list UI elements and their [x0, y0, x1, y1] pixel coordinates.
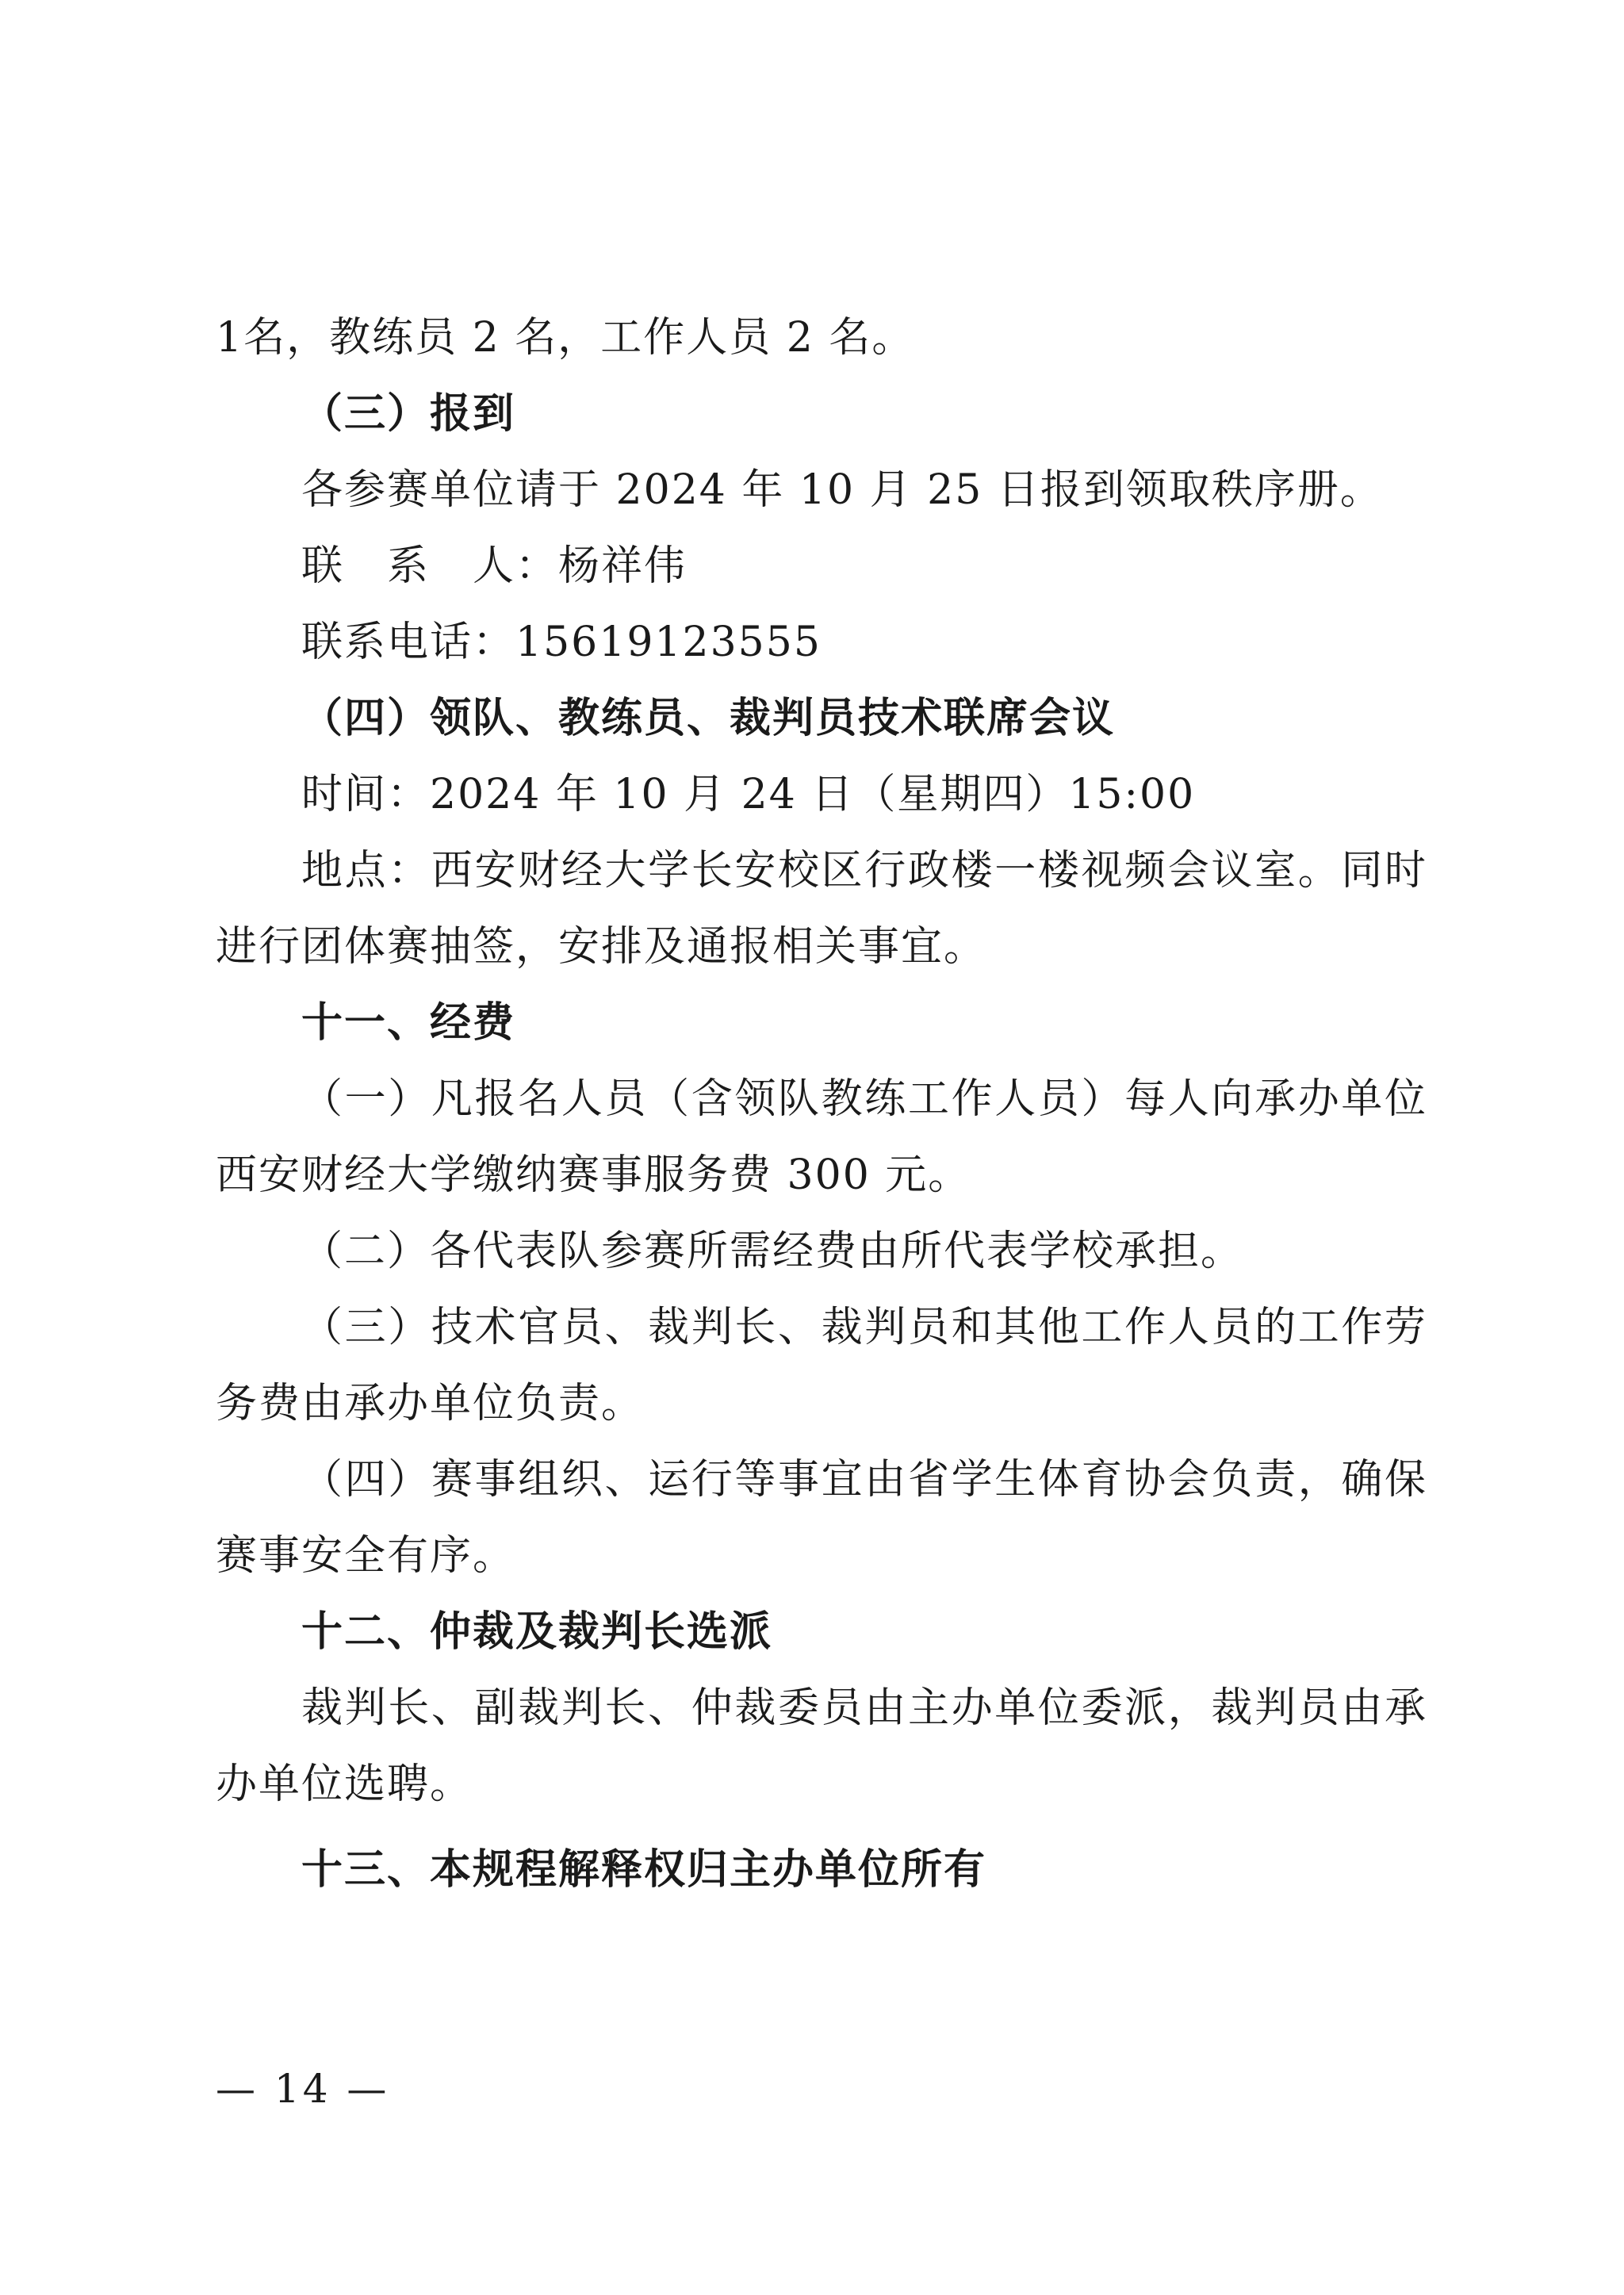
- contact-person-line: 联 系 人：杨祥伟: [301, 542, 688, 590]
- contact-phone-line: 联系电话：15619123555: [301, 619, 822, 666]
- section-heading-funding: 十一、经费: [301, 998, 516, 1047]
- paragraph-line-1: 1名，教练员 2 名，工作人员 2 名。: [216, 314, 915, 362]
- arbitration-line-cont: 办单位选聘。: [216, 1761, 473, 1808]
- section-heading-registration: （三）报到: [301, 389, 516, 438]
- funding-item-3-line-cont: 务费由承办单位负责。: [216, 1380, 645, 1427]
- funding-item-1-line: （一）凡报名人员（含领队教练工作人员）每人向承办单位: [301, 1075, 1427, 1123]
- section-heading-meeting: （四）领队、教练员、裁判员技术联席会议: [301, 694, 1116, 742]
- funding-item-4-line-cont: 赛事安全有序。: [216, 1532, 516, 1580]
- funding-item-1-line-cont: 西安财经大学缴纳赛事服务费 300 元。: [216, 1151, 971, 1199]
- meeting-time-line: 时间：2024 年 10 月 24 日（星期四）15:00: [301, 771, 1196, 818]
- arbitration-line: 裁判长、副裁判长、仲裁委员由主办单位委派，裁判员由承: [301, 1684, 1427, 1732]
- paragraph-line-registration-date: 各参赛单位请于 2024 年 10 月 25 日报到领取秩序册。: [301, 466, 1383, 514]
- funding-item-2-line: （二）各代表队参赛所需经费由所代表学校承担。: [301, 1228, 1244, 1275]
- section-heading-arbitration: 十二、仲裁及裁判长选派: [301, 1607, 773, 1656]
- page-number: — 14 —: [216, 2066, 390, 2112]
- funding-item-3-line: （三）技术官员、裁判长、裁判员和其他工作人员的工作劳: [301, 1304, 1427, 1351]
- funding-item-4-line: （四）赛事组织、运行等事宜由省学生体育协会负责，确保: [301, 1456, 1427, 1504]
- meeting-location-line-cont: 进行团体赛抽签，安排及通报相关事宜。: [216, 923, 987, 971]
- meeting-location-line: 地点：西安财经大学长安校区行政楼一楼视频会议室。同时: [301, 847, 1427, 895]
- section-heading-interpretation: 十三、本规程解释权归主办单位所有: [301, 1845, 987, 1894]
